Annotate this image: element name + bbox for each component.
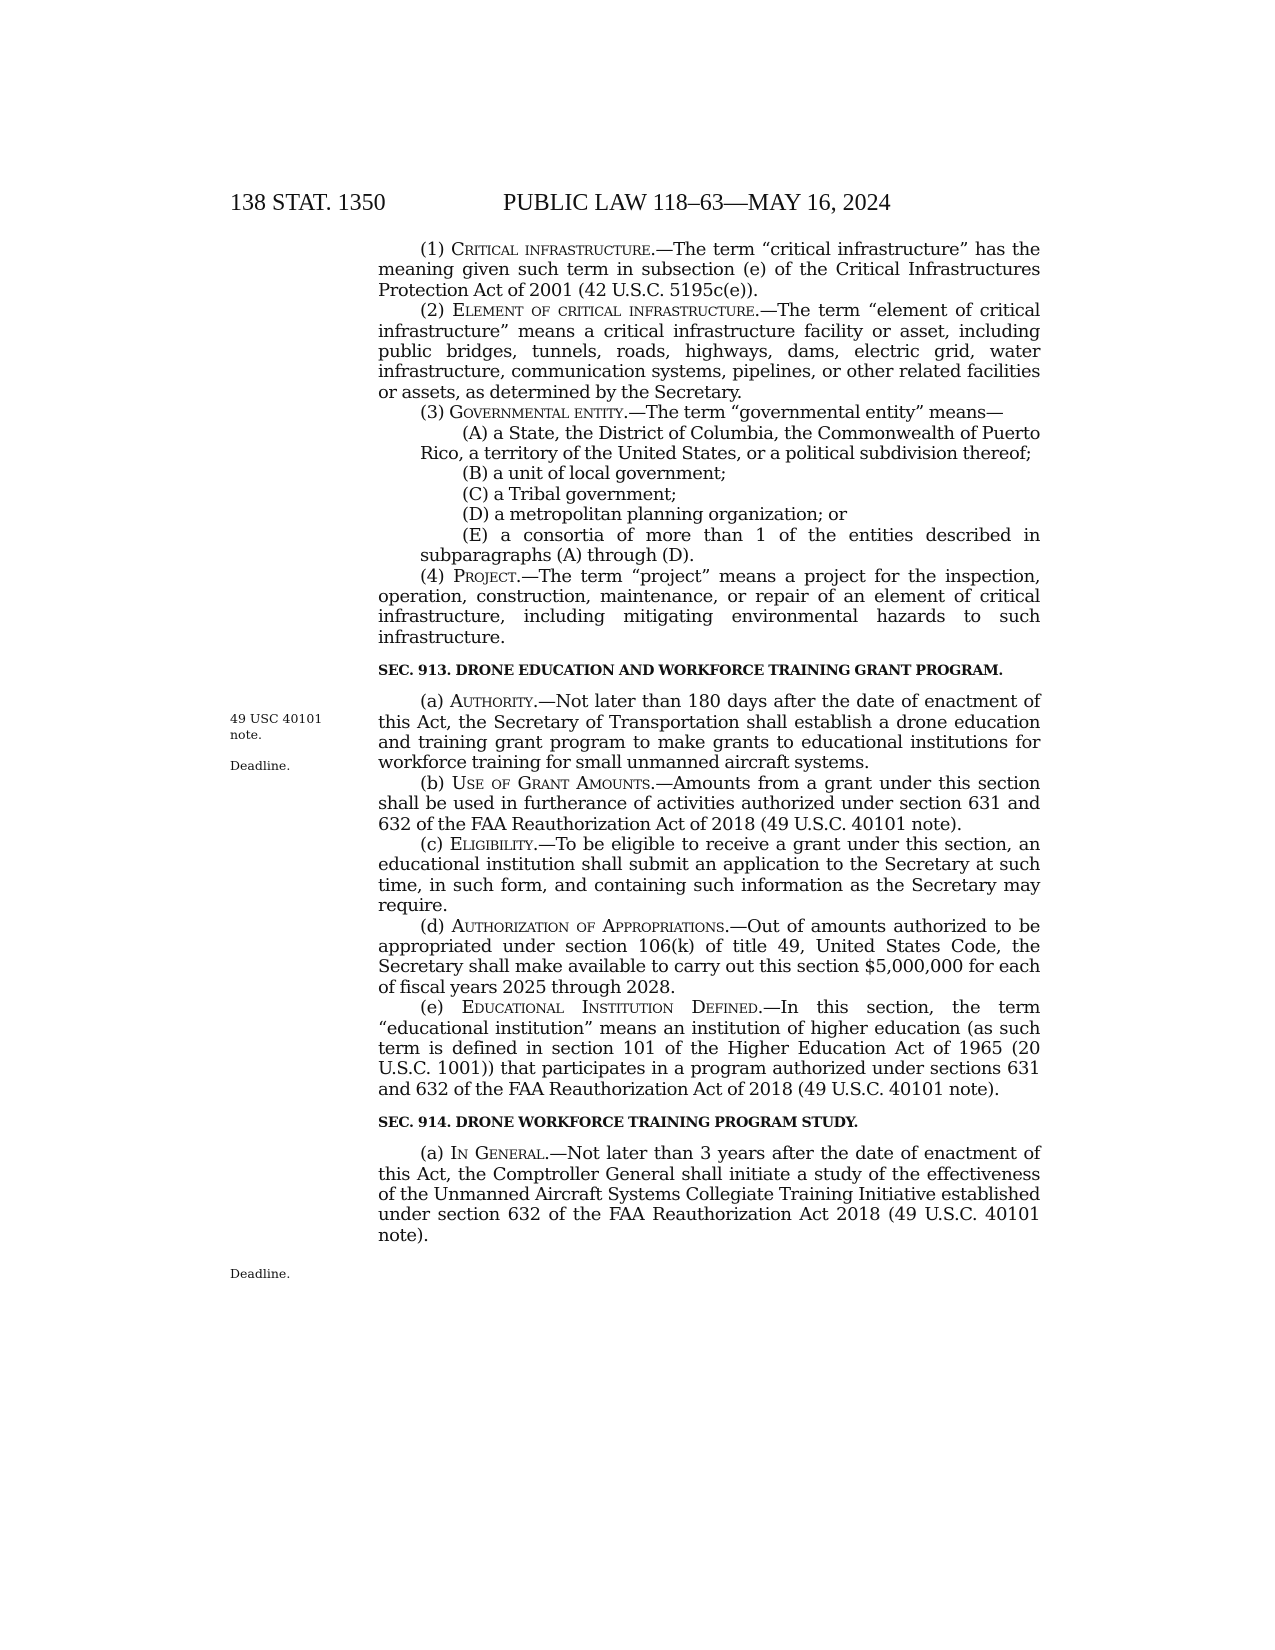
paragraph-heading: Project — [453, 565, 516, 587]
section-913-subsection-c — [378, 835, 1040, 917]
subparagraph-b: (B) a unit of local government; — [462, 463, 726, 485]
document-body — [378, 240, 1040, 1246]
paragraph-text: .—The term “critical infrastructure” has the meaning given such term in subsection (e) of the Critical Infrastructures Protection Act of 2001 (42 U.S.C. 5195c(e)). — [378, 239, 1040, 301]
subsection-text: .—Not later than 3 years after the date of enactment of this Act, the Comptroller General shall initiate a study of the effectiveness of the Unmanned Aircraft Systems Collegiate Training Initiative established under section 632 of the FAA Reauthorization Act 2018 (49 U.S.C. 40101 note). — [378, 1143, 1040, 1246]
subsection-number: (a) — [420, 691, 444, 713]
definition-element-of-critical-infrastructure — [378, 301, 1040, 403]
paragraph-number: (2) — [420, 300, 445, 322]
margin-note-deadline-913: Deadline. — [230, 758, 291, 773]
subsection-text: .—To be eligible to receive a grant under this section, an educational institution shall submit an application to the Secretary at such time, in such form, and containing such information as the Secretary may require. — [378, 833, 1040, 917]
subsection-number: (a) — [420, 1143, 444, 1165]
subsection-heading: Authority — [449, 691, 533, 713]
subsection-number: (e) — [420, 997, 444, 1019]
paragraph-heading: Governmental entity — [449, 402, 623, 424]
paragraph-text: .—The term “element of critical infrastructure” means a critical infrastructure facility or asset, including public bridges, tunnels, roads, highways, dams, electric grid, water infrastructure, communication systems, pipelines, or other related facilities or assets, as determined by the Secretary. — [378, 300, 1040, 403]
paragraph-number: (3) — [420, 402, 445, 424]
paragraph-text: .—The term “project” means a project for the inspection, operation, construction, maintenance, or repair of an element of critical infrastructure, including mitigating environmental hazards to such infrastructure. — [378, 565, 1040, 648]
definition-critical-infrastructure — [378, 240, 1040, 301]
section-913-subsection-b — [378, 774, 1040, 835]
subsection-number: (c) — [420, 833, 443, 855]
section-913-heading: SEC. 913. DRONE EDUCATION AND WORKFORCE TRAINING GRANT PROGRAM. — [378, 663, 1003, 680]
subparagraph-e: (E) a consortia of more than 1 of the entities described in subparagraphs (A) through (D). — [420, 524, 1040, 567]
subsection-heading: In General — [450, 1143, 545, 1165]
subsection-heading: Use of Grant Amounts — [451, 772, 651, 794]
subparagraph-c: (C) a Tribal government; — [462, 483, 677, 505]
paragraph-number: (4) — [420, 565, 445, 587]
section-914-subsection-a — [378, 1144, 1040, 1246]
section-913-subsection-d — [378, 917, 1040, 999]
subsection-text: .—Not later than 180 days after the date of enactment of this Act, the Secretary of Transportation shall establish a drone education and training grant program to make grants to educational institutions for workforce training for small unmanned aircraft systems. — [378, 691, 1040, 774]
running-head-title: PUBLIC LAW 118–63—MAY 16, 2024 — [503, 190, 891, 216]
subsection-text: .—In this section, the term “educational institution” means an institution of higher education (as such term is defined in section 101 of the Higher Education Act of 1965 (20 U.S.C. 1001)) that participates in a program authorized under sections 631 and 632 of the FAA Reauthorization Act of 2018 (49 U.S.C. 40101 note). — [378, 997, 1040, 1100]
subsection-text: .—Out of amounts authorized to be appropriated under section 106(k) of title 49, United States Code, the Secretary shall make available to carry out this section $5,000,000 for each of fiscal years 2025 through 2028. — [378, 915, 1041, 998]
subparagraph-a: (A) a State, the District of Columbia, the Commonwealth of Puerto Rico, a territory of the United States, or a political subdivision thereof; — [420, 422, 1040, 465]
subsection-heading: Authorization of Appropriations — [451, 915, 725, 937]
subsection-heading: Eligibility — [449, 833, 533, 855]
paragraph-text: .—The term “governmental entity” means— — [622, 402, 1004, 424]
section-914-heading: SEC. 914. DRONE WORKFORCE TRAINING PROGRAM STUDY. — [378, 1115, 859, 1132]
definition-governmental-entity — [378, 403, 1040, 423]
subsection-text: .—Amounts from a grant under this section shall be used in furtherance of activities authorized under section 631 and 632 of the FAA Reauthorization Act of 2018 (49 U.S.C. 40101 note). — [378, 772, 1040, 835]
margin-note-usc-citation: 49 USC 40101 note. — [230, 711, 323, 742]
section-913-subsection-a — [378, 692, 1040, 774]
statute-page-reference: 138 STAT. 1350 — [230, 190, 386, 216]
section-913-subsection-e — [378, 998, 1040, 1100]
subsection-heading: Educational Institution Defined — [461, 997, 758, 1019]
paragraph-number: (1) — [420, 239, 445, 260]
margin-note-deadline-914: Deadline. — [230, 1266, 291, 1281]
paragraph-heading: Element of critical infrastructure — [452, 300, 755, 322]
definition-project — [378, 567, 1040, 649]
subsection-number: (b) — [420, 772, 445, 794]
subsection-number: (d) — [420, 915, 445, 937]
subparagraph-d: (D) a metropolitan planning organization; or — [462, 504, 847, 526]
paragraph-heading: Critical infrastructure — [450, 239, 651, 260]
